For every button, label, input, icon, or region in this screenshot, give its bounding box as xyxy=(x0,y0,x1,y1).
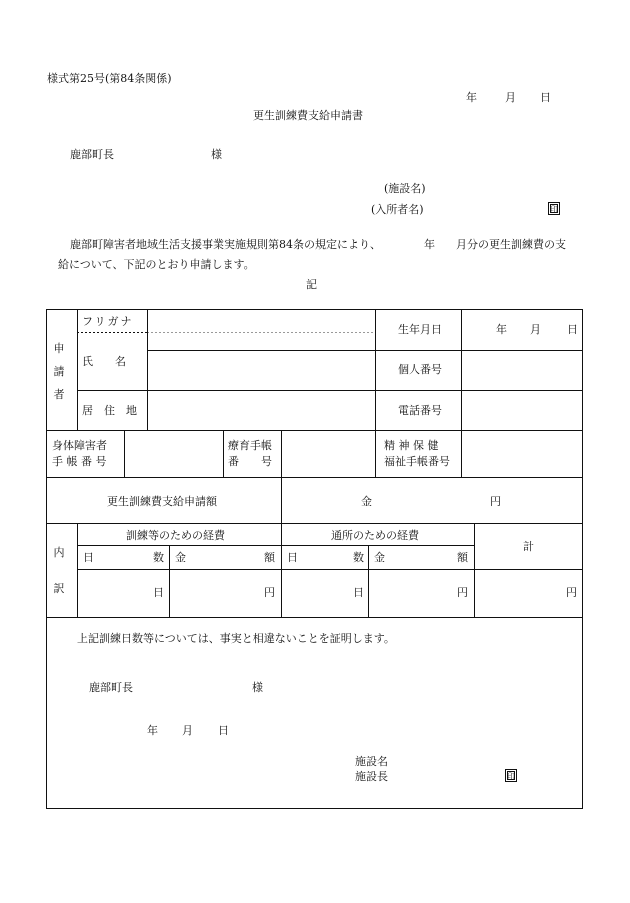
commute-amount-label-1: 金 xyxy=(374,551,385,564)
breakdown-label-2: 訳 xyxy=(53,582,65,595)
mental-handbook-label-1: 精 神 保 健 xyxy=(384,439,439,452)
address-label: 居 住 地 xyxy=(82,404,137,417)
furigana-label: フリガナ xyxy=(82,315,134,328)
certification-month: 月 xyxy=(182,724,193,737)
body-line1-b: 月分の更生訓練費の支 xyxy=(456,238,566,251)
breakdown-label-1: 内 xyxy=(53,546,65,559)
phone-label: 電話番号 xyxy=(398,404,442,417)
certification-seal-stamp: 印 xyxy=(505,769,517,782)
training-expense-header: 訓練等のための経費 xyxy=(126,529,225,542)
physical-handbook-label-1: 身体障害者 xyxy=(52,439,107,452)
applicant-label-3: 者 xyxy=(53,388,65,401)
applicant-label-1: 申 xyxy=(53,342,65,355)
facility-name-label: (施設名) xyxy=(384,182,426,195)
training-amount-label-2: 額 xyxy=(264,551,275,564)
body-line2: 給について、下記のとおり申請します。 xyxy=(58,258,255,271)
training-days-label-2: 数 xyxy=(153,551,164,564)
commute-amount-label-2: 額 xyxy=(457,551,468,564)
certification-facility-name: 施設名 xyxy=(355,755,388,768)
seal-stamp: 印 xyxy=(548,202,560,215)
total-header: 計 xyxy=(523,540,534,553)
form-number: 様式第25号(第84条関係) xyxy=(47,72,172,85)
body-line1-a: 鹿部町障害者地域生活支援事業実施規則第84条の規定により、 xyxy=(70,238,381,251)
document-title: 更生訓練費支給申請書 xyxy=(253,109,363,122)
training-days-unit: 日 xyxy=(153,586,164,599)
certification-addressee: 鹿部町長 xyxy=(89,681,133,694)
amount-label: 更生訓練費支給申請額 xyxy=(107,495,217,508)
date-day: 日 xyxy=(540,91,551,104)
commute-days-unit: 日 xyxy=(353,586,364,599)
physical-handbook-label-2: 手 帳 番 号 xyxy=(52,455,107,468)
training-days-label-1: 日 xyxy=(83,551,94,564)
mental-handbook-label-2: 福祉手帳番号 xyxy=(384,455,450,468)
birth-month: 月 xyxy=(530,323,541,336)
birth-year: 年 xyxy=(496,323,507,336)
ryouiku-label-1: 療育手帳 xyxy=(228,439,272,452)
training-amount-label-1: 金 xyxy=(175,551,186,564)
birth-date-label: 生年月日 xyxy=(398,323,442,336)
resident-name-label: (入所者名) xyxy=(371,203,424,216)
body-line1-year: 年 xyxy=(424,238,435,251)
certification-day: 日 xyxy=(218,724,229,737)
amount-kin: 金 xyxy=(361,495,372,508)
date-month: 月 xyxy=(505,91,516,104)
ki-label: 記 xyxy=(306,278,317,291)
applicant-label-2: 請 xyxy=(53,365,65,378)
commute-amount-unit: 円 xyxy=(457,586,468,599)
ryouiku-label-2: 番 号 xyxy=(228,455,272,468)
commute-days-label-2: 数 xyxy=(353,551,364,564)
total-amount-unit: 円 xyxy=(566,586,577,599)
commute-days-label-1: 日 xyxy=(287,551,298,564)
training-amount-unit: 円 xyxy=(264,586,275,599)
amount-yen: 円 xyxy=(490,495,501,508)
personal-number-label: 個人番号 xyxy=(398,363,442,376)
date-year: 年 xyxy=(466,91,477,104)
addressee-sama: 様 xyxy=(211,148,222,161)
certification-facility-head: 施設長 xyxy=(355,770,388,783)
commute-expense-header: 通所のための経費 xyxy=(331,529,419,542)
certification-addressee-sama: 様 xyxy=(252,681,263,694)
certification-statement: 上記訓練日数等については、事実と相違ないことを証明します。 xyxy=(77,632,395,645)
birth-day: 日 xyxy=(567,323,578,336)
certification-year: 年 xyxy=(147,724,158,737)
addressee: 鹿部町長 xyxy=(70,148,114,161)
name-label: 氏 名 xyxy=(82,355,126,368)
